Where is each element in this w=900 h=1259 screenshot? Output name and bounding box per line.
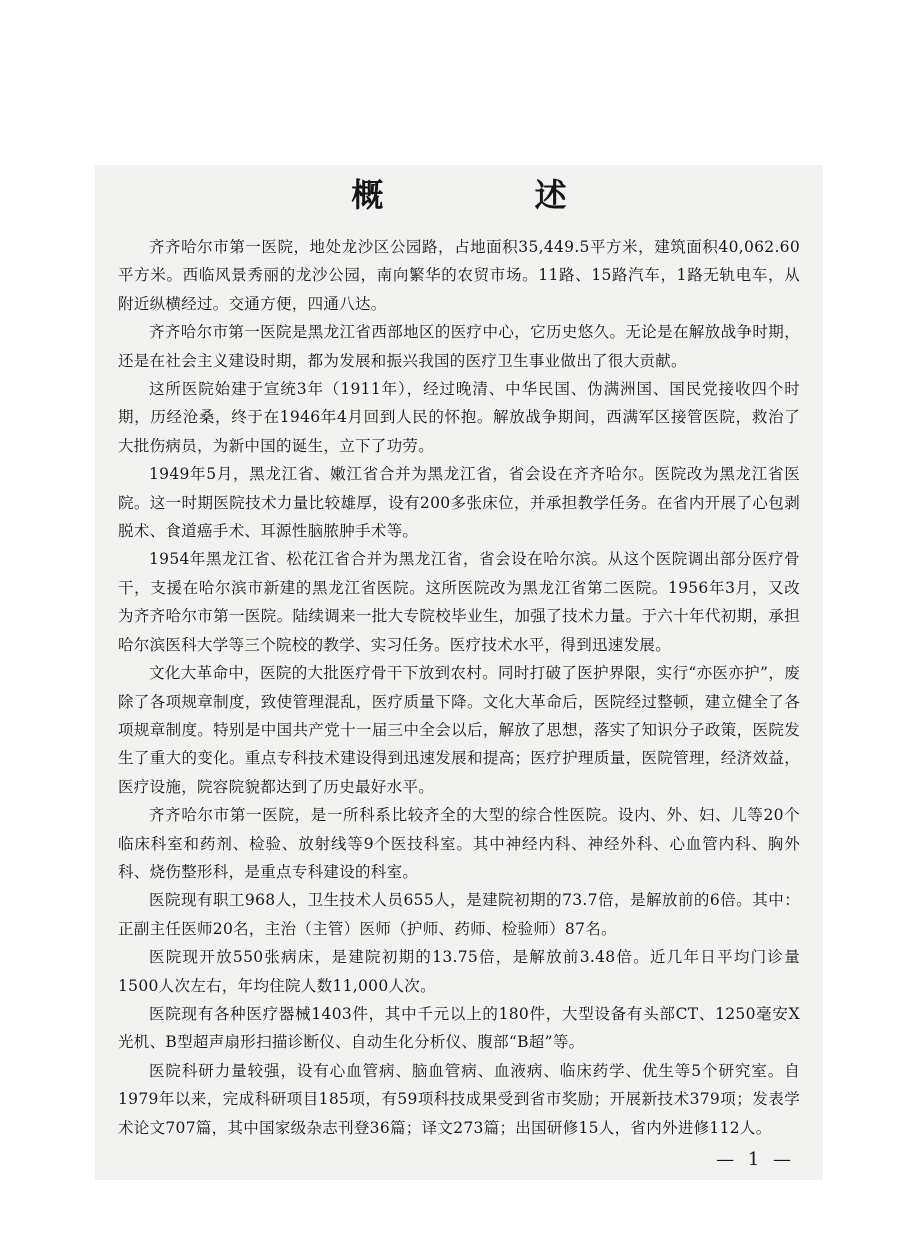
paragraph-1949: 1949年5月，黑龙江省、嫩江省合并为黑龙江省，省会设在齐齐哈尔。医院改为黑龙江省医院。这一时期医院技术力量比较雄厚，设有200多张床位，并承担教学任务。在省内开展了心包剥脱术、食道癌手术、耳源性脑脓肿手术等。 — [118, 465, 800, 541]
paragraph-location: 齐齐哈尔市第一医院，地处龙沙区公园路，占地面积35,449.5平方米，建筑面积40,062.60平方米。西临风景秀丽的龙沙公园，南向繁华的农贸市场。11路、15路汽车，1路无轨电车，从附近纵横经过。交通方便，四通八达。 — [118, 238, 800, 313]
page-number: — 1 — — [716, 1149, 795, 1170]
page-title: 概 述 — [351, 176, 637, 214]
paragraph-equipment: 医院现有各种医疗器械1403件，其中千元以上的180件，大型设备有头部CT、1250毫安X光机、B型超声扇形扫描诊断仪、自动生化分析仪、腹部“B超”等。 — [118, 1004, 800, 1052]
paragraph-1954: 1954年黑龙江省、松花江省合并为黑龙江省，省会设在哈尔滨。从这个医院调出部分医疗骨干，支援在哈尔滨市新建的黑龙江省医院。这所医院改为黑龙江省第二医院。1956年3月，又改为齐齐哈尔市第一医院。陆续调来一批大专院校毕业生，加强了技术力量。于六十年代初期，承担哈尔滨医科大学等三个院校的教学、实习任务。医疗技术水平，得到迅速发展。 — [118, 550, 800, 654]
paragraph-beds: 医院现开放550张病床，是建院初期的13.75倍，是解放前3.48倍。近几年日平均门诊量1500人次左右，年均住院人数11,000人次。 — [118, 948, 800, 995]
paragraph-research: 医院科研力量较强，设有心血管病、脑血管病、血液病、临床药学、优生等5个研究室。自1979年以来，完成科研项目185项，有59项科技成果受到省市奖励；开展新技术379项；发表学术论文707篇，其中国家级杂志刊登36篇；译文273篇；出国研修15人，省内外进修112人。 — [118, 1061, 800, 1137]
paragraph-founding: 这所医院始建于宣统3年（1911年），经过晚清、中华民国、伪满洲国、国民党接收四个时期，历经沧桑，终于在1946年4月回到人民的怀抱。解放战争期间，西满军区接管医院，救治了大批伤病员，为新中国的诞生，立下了功劳。 — [118, 380, 800, 455]
body-text — [118, 233, 800, 1142]
paragraph-departments: 齐齐哈尔市第一医院，是一所科系比较齐全的大型的综合性医院。设内、外、妇、儿等20个临床科室和药剂、检验、放射线等9个医技科室。其中神经内科、神经外科、心血管内科、胸外科、烧伤整形科，是重点专科建设的科室。 — [118, 806, 800, 881]
paragraph-history-intro: 齐齐哈尔市第一医院是黑龙江省西部地区的医疗中心，它历史悠久。无论是在解放战争时期，还是在社会主义建设时期，都为发展和振兴我国的医疗卫生事业做出了很大贡献。 — [118, 323, 800, 370]
paragraph-staff: 医院现有职工968人，卫生技术人员655人，是建院初期的73.7倍，是解放前的6倍。其中：正副主任医师20名，主治（主管）医师（护师、药师、检验师）87名。 — [118, 891, 800, 938]
paragraph-cultural-revolution: 文化大革命中，医院的大批医疗骨干下放到农村。同时打破了医护界限，实行“亦医亦护”，废除了各项规章制度，致使管理混乱，医疗质量下降。文化大革命后，医院经过整顿，建立健全了各项规章制度。特别是中国共产党十一届三中全会以后，解放了思想，落实了知识分子政策，医院发生了重大的变化。重点专科技术建设得到迅速发展和提高；医疗护理质量，医院管理，经济效益，医疗设施，院容院貌都达到了历史最好水平。 — [118, 664, 800, 796]
document-page — [95, 165, 823, 1180]
